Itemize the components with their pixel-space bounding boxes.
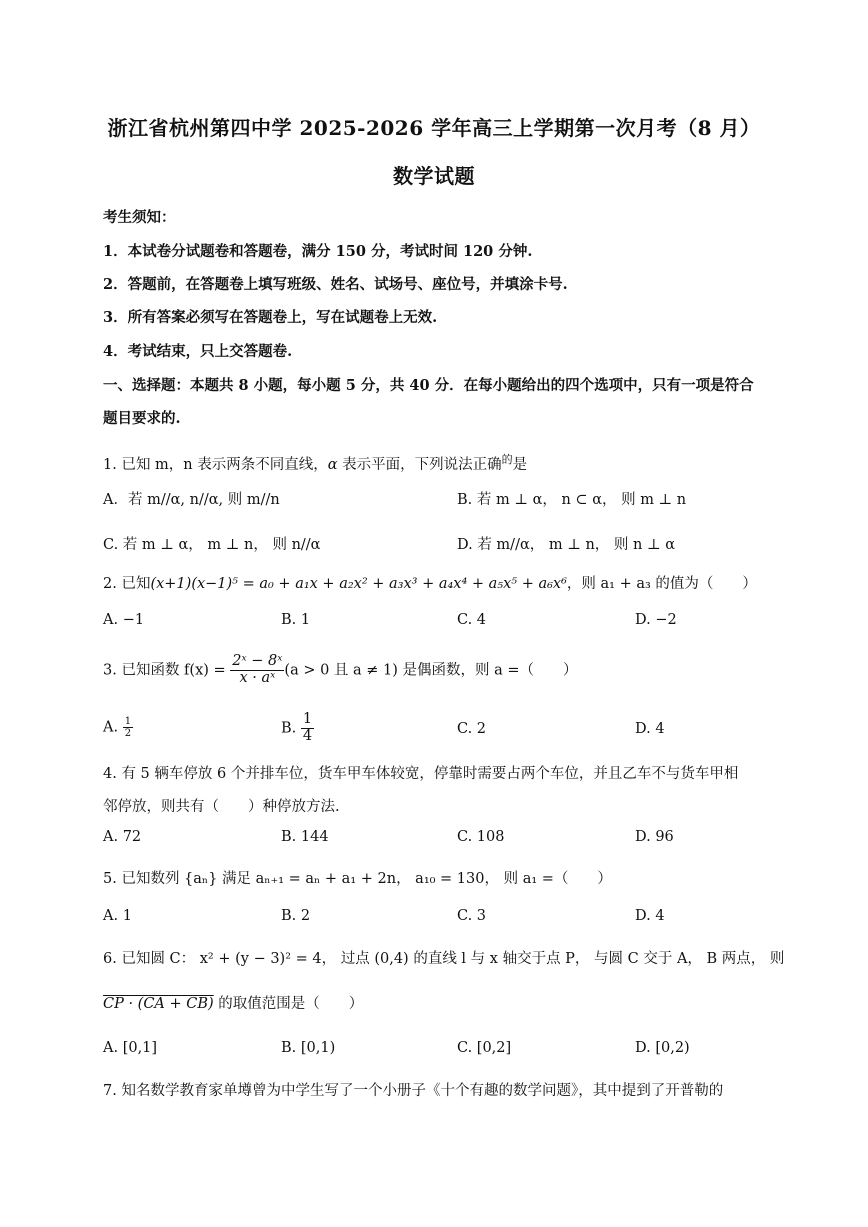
q2-option-a: A. −1 — [103, 612, 145, 628]
notice-4: 4．考试结束，只上交答题卷. — [103, 343, 293, 360]
q2-option-b: B. 1 — [281, 612, 311, 628]
q4-option-b: B. 144 — [281, 829, 329, 845]
section1-heading-line2: 题目要求的. — [103, 410, 181, 427]
notice-header: 考生须知： — [103, 209, 176, 226]
q6-option-a: A. [0,1] — [103, 1040, 158, 1056]
question-6-line2 — [103, 992, 363, 1013]
page-title: 浙江省杭州第四中学 2025-2026 学年高三上学期第一次月考（8 月） — [107, 116, 761, 140]
q1-option-a: A．若 m//α, n//α, 则 m//n — [103, 492, 280, 508]
q3-denominator: x · aˣ — [239, 669, 276, 686]
q3-stem-a: 3. 已知函数 f(x) = — [103, 662, 226, 679]
q4-option-d: D. 96 — [635, 829, 674, 845]
q2-stem-a: 2. 已知 — [103, 576, 151, 592]
q2-option-d: D. −2 — [635, 612, 677, 628]
q1-stem-a: 1. 已知 m，n 表示两条不同直线， — [103, 456, 328, 473]
q1-stem-b: 表示平面，下列说法正确 — [337, 456, 502, 473]
q6-vector-expression: CP · (CA + CB) — [103, 996, 214, 1012]
q5-option-c: C. 3 — [457, 908, 487, 924]
q4-option-c: C. 108 — [457, 829, 505, 845]
q3-option-d: D. 4 — [635, 721, 665, 737]
q3-option-a-num: 1 — [124, 716, 132, 727]
q3-condition: (a > 0 且 a ≠ 1) — [284, 662, 398, 679]
q3-option-a-fraction — [123, 716, 133, 739]
q5-option-a: A. 1 — [103, 908, 132, 924]
q1-de: 的 — [501, 453, 513, 466]
q1-option-b: B. 若 m ⊥ α， n ⊂ α， 则 m ⊥ n — [457, 492, 687, 508]
page-subtitle: 数学试题 — [393, 164, 475, 188]
q6-line2-text: 的取值范围是（ ） — [213, 996, 364, 1012]
question-7-line1: 7. 知名数学教育家单墫曾为中学生写了一个小册子《十个有趣的数学问题》，其中提到了开普勒的 — [103, 1083, 724, 1099]
q3-option-b-num: 1 — [302, 711, 313, 727]
section1-heading-line1: 一、选择题：本题共 8 小题，每小题 5 分，共 40 分．在每小题给出的四个选项中，只有一项是符合 — [103, 377, 754, 394]
question-6-line1: 6. 已知圆 C： x² + (y − 3)² = 4， 过点 (0,4) 的直线 l 与 x 轴交于点 P， 与圆 C 交于 A， B 两点， 则 — [103, 951, 785, 967]
question-4-line1: 4. 有 5 辆车停放 6 个并排车位，货车甲车体较宽，停靠时需要占两个车位，并且乙车不与货车甲相 — [103, 766, 739, 782]
q3-numerator: 2ˣ − 8ˣ — [232, 653, 283, 669]
q3-option-a — [103, 716, 133, 739]
q3-option-b-fraction — [301, 712, 314, 745]
q4-option-a: A. 72 — [103, 829, 142, 845]
q6-option-c: C. [0,2] — [457, 1040, 512, 1056]
question-4-line2: 邻停放，则共有（ ）种停放方法. — [103, 799, 340, 815]
q3-option-a-den: 2 — [124, 728, 132, 739]
q6-option-b: B. [0,1) — [281, 1040, 336, 1056]
notice-1: 1．本试卷分试题卷和答题卷，满分 150 分，考试时间 120 分钟. — [103, 243, 533, 260]
q1-option-c: C. 若 m ⊥ α， m ⊥ n， 则 n//α — [103, 537, 321, 553]
q3-stem-b: 是偶函数，则 a =（ ） — [397, 662, 578, 679]
notice-3: 3．所有答案必须写在答题卷上，写在试题卷上无效. — [103, 309, 438, 326]
notice-2: 2．答题前，在答题卷上填写班级、姓名、试场号、座位号，并填涂卡号. — [103, 276, 568, 293]
q2-expression: (x+1)(x−1)⁵ = a₀ + a₁x + a₂x² + a₃x³ + a₄x⁴ + a₅x⁵ + a₆x⁶ — [150, 576, 567, 592]
q1-option-d: D. 若 m//α， m ⊥ n， 则 n ⊥ α — [457, 537, 676, 553]
q3-option-b-label: B. — [281, 720, 297, 737]
q3-option-b-den: 4 — [302, 727, 313, 744]
question-5-stem: 5. 已知数列 {aₙ} 满足 aₙ₊₁ = aₙ + a₁ + 2n， a₁₀ = 130， 则 a₁ =（ ） — [103, 871, 612, 887]
q3-option-c: C. 2 — [457, 721, 487, 737]
q3-fraction — [230, 654, 284, 687]
question-2-stem — [103, 572, 757, 593]
q1-alpha: α — [327, 456, 338, 473]
q2-option-c: C. 4 — [457, 612, 487, 628]
q3-option-a-label: A. — [103, 719, 119, 736]
q5-option-d: D. 4 — [635, 908, 665, 924]
q6-option-d: D. [0,2) — [635, 1040, 690, 1056]
q3-option-b — [281, 712, 314, 745]
q5-option-b: B. 2 — [281, 908, 311, 924]
q2-stem-b: ，则 a₁ + a₃ 的值为（ ） — [566, 576, 757, 592]
question-1-stem — [103, 451, 527, 474]
question-3-stem — [103, 654, 578, 687]
q1-stem-c: 是 — [512, 456, 528, 473]
